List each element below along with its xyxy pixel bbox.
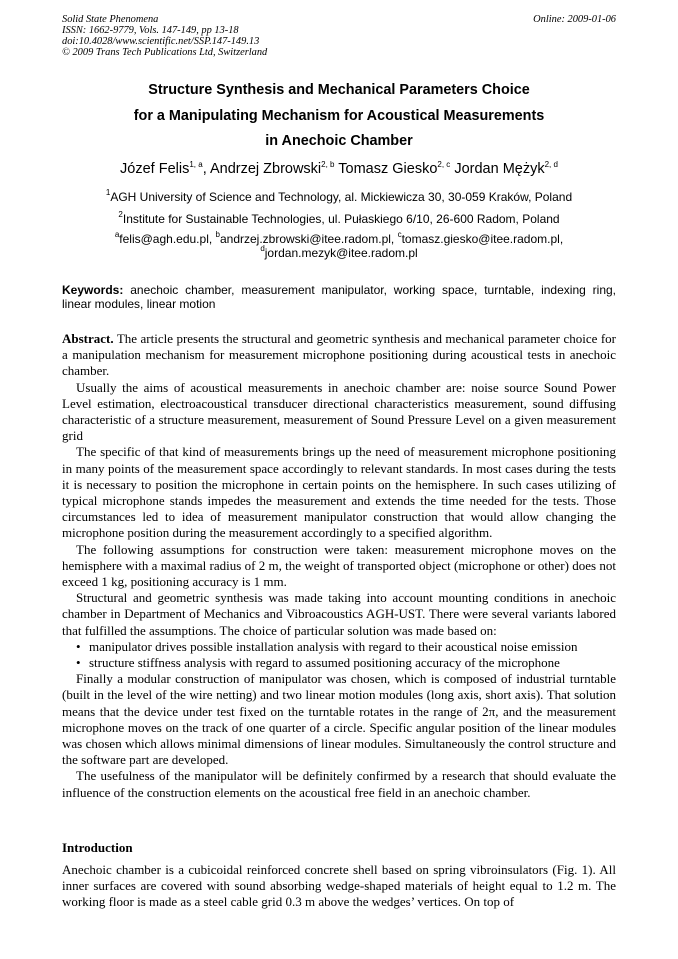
abstract-paragraph	[62, 331, 616, 380]
keywords-text: anechoic chamber, measurement manipulator, working space, turntable, indexing ring, linear modules, linear motion	[62, 283, 616, 311]
abstract-paragraph: The specific of that kind of measurements brings up the need of measurement microphone positioning in many points of the measurement space accordingly to relevant standards. In most cases during the tests it is necessary to position the microphone in certain points on the hemisphere. In such cases utilizing of typical microphone stands impedes the measurement and extends the time needed for the tests. Those circumstances led to idea of measurement manipulator construction that would allow changing the microphone position during the measurement accordingly to a specified algorithm.	[62, 444, 616, 541]
abstract-text: The article presents the structural and geometric synthesis and mechanical parameter choice for a manipulation mechanism for measurement microphone positioning during acoustical tests in anechoic chamber.	[62, 331, 616, 379]
affiliation-1-sup: 1	[105, 188, 111, 197]
author-name: Jordan Mężyk	[454, 161, 545, 177]
list-item-text: structure stiffness analysis with regard to assumed positioning accuracy of the microphone	[89, 655, 560, 671]
email-line-1	[62, 232, 616, 246]
author-sup: 2, d	[544, 160, 558, 169]
issn-line: ISSN: 1662-9779, Vols. 147-149, pp 13-18	[62, 25, 239, 36]
list-item	[62, 655, 616, 671]
journal-name: Solid State Phenomena	[62, 14, 159, 25]
introduction-paragraph: Anechoic chamber is a cubicoidal reinforced concrete shell based on spring vibroinsulators (Fig. 1). All inner surfaces are covered with sound absorbing wedge-shaped materials of height equal to 1.2 m. The working floor is made as a steel cable grid 0.3 m above the wedges’ vertices. On top of	[62, 862, 616, 910]
abstract-label: Abstract.	[62, 331, 114, 346]
abstract-paragraph: The usefulness of the manipulator will be definitely confirmed by a research that should evaluate the influence of the construction elements on the acoustical free field in an anechoic chamber.	[62, 768, 616, 800]
title-line-1: Structure Synthesis and Mechanical Parameters Choice	[148, 82, 530, 98]
bullet-icon: •	[76, 655, 81, 671]
affiliation-2-sup: 2	[118, 210, 123, 219]
email-sup: d	[260, 244, 265, 253]
abstract-paragraph: Structural and geometric synthesis was made taking into account mounting conditions in anechoic chamber in Department of Mechanics and Vibroacoustics AGH-UST. There were several variants labored that fulfilled the assumptions. The choice of particular solution was made based on:	[62, 590, 616, 638]
author-sup: 2, c	[437, 160, 451, 169]
abstract-paragraph: The following assumptions for construction were taken: measurement microphone moves on the hemisphere with a maximal radius of 2 m, the weight of transported object (microphone or other) does not exceed 1 kg, positioning accuracy is 1 mm.	[62, 541, 616, 590]
affiliation-2	[62, 212, 616, 226]
email-link[interactable]: tomasz.giesko@itee.radom.pl,	[401, 232, 564, 246]
email-link[interactable]: andrzej.zbrowski@itee.radom.pl,	[219, 232, 398, 246]
abstract-section	[62, 331, 616, 801]
bullet-icon: •	[76, 638, 81, 654]
email-line-2	[62, 246, 616, 260]
title-line-2: for a Manipulating Mechanism for Acoustical Measurements	[133, 107, 545, 124]
author-name: Józef Felis	[120, 161, 190, 177]
online-date: Online: 2009-01-06	[533, 14, 616, 25]
affiliation-1-text: AGH University of Science and Technology, al. Mickiewicza 30, 30-059 Kraków, Poland	[110, 190, 573, 204]
abstract-paragraph: Usually the aims of acoustical measurements in anechoic chamber are: noise source Sound Power Level estimation, electroacoustical transducer directional characteristics measurement, sound diffusing characteristic of a structure measurement, measurement of Sound Pressure Level on a given measurement grid	[62, 379, 616, 444]
copyright-line: © 2009 Trans Tech Publications Ltd, Switzerland	[62, 47, 268, 58]
author-sup: 2, b	[321, 160, 335, 169]
author-sup: 1, a	[189, 160, 203, 169]
introduction-section	[62, 862, 616, 911]
affiliation-1	[62, 190, 616, 204]
title-line-3: in Anechoic Chamber	[265, 133, 413, 149]
criteria-list	[62, 639, 616, 671]
list-item-text: manipulator drives possible installation analysis with regard to their acoustical noise emission	[89, 638, 578, 654]
author-emails	[62, 232, 616, 260]
keywords-label: Keywords:	[62, 283, 124, 297]
author-list	[62, 159, 616, 179]
journal-header	[62, 14, 616, 58]
author-separator: ,	[202, 161, 210, 177]
email-link[interactable]: felis@agh.edu.pl,	[119, 232, 216, 246]
email-sup: c	[397, 230, 402, 239]
list-item	[62, 639, 616, 655]
doi-line: doi:10.4028/www.scientific.net/SSP.147-149.13	[62, 36, 260, 47]
email-link[interactable]: jordan.mezyk@itee.radom.pl	[264, 246, 418, 260]
email-sup: b	[215, 230, 220, 239]
paper-title	[62, 78, 616, 155]
affiliation-2-text: Institute for Sustainable Technologies, ul. Pułaskiego 6/10, 26-600 Radom, Poland	[122, 212, 560, 226]
keywords	[62, 283, 616, 311]
section-heading: Introduction	[62, 840, 133, 855]
author-name: Andrzej Zbrowski	[209, 161, 322, 177]
email-sup: a	[114, 230, 120, 239]
author-name: Tomasz Giesko	[338, 161, 438, 177]
abstract-paragraph: Finally a modular construction of manipulator was chosen, which is composed of industrial turntable (built in the level of the wire netting) and two linear motion modules (long axis, short axis). That solution means that the device under test fixed on the turntable rotates in the range of 2π, and the measurement microphone moves on the track of one quarter of a circle. Specific angular position of the linear modules was chosen which allows minimal dimensions of linear modules. Simultaneously the control structure and the software part are developed.	[62, 671, 616, 768]
